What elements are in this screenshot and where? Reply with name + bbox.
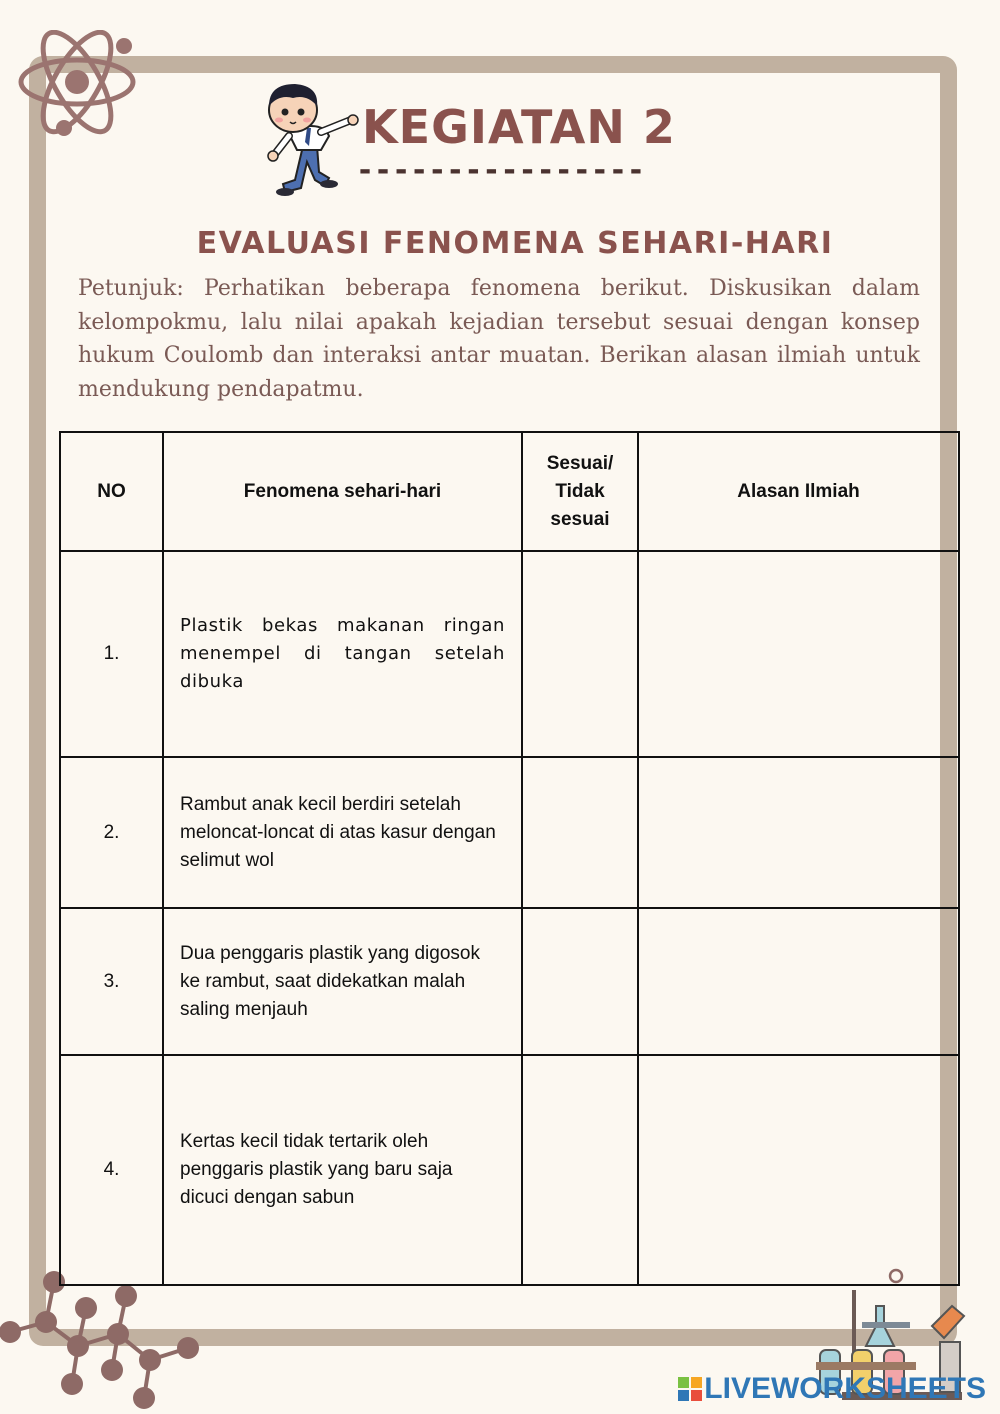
header-no: NO <box>60 432 163 551</box>
row-fenomena: Plastik bekas makanan ringan menempel di tangan setelah dibuka <box>163 551 522 757</box>
row-number: 1. <box>60 551 163 757</box>
atom-icon <box>10 30 150 150</box>
liveworksheets-logo-icon <box>678 1377 702 1401</box>
row-number: 3. <box>60 908 163 1055</box>
row-alasan-answer[interactable] <box>638 757 959 908</box>
table-row <box>60 757 959 908</box>
table-header-row <box>60 432 959 551</box>
title-underline-dashes: ---------------- <box>356 153 645 188</box>
row-fenomena: Rambut anak kecil berdiri setelah meloncat-loncat di atas kasur dengan selimut wol <box>163 757 522 908</box>
row-number: 2. <box>60 757 163 908</box>
row-fenomena: Dua penggaris plastik yang digosok ke rambut, saat didekatkan malah saling menjauh <box>163 908 522 1055</box>
row-number: 4. <box>60 1055 163 1285</box>
row-sesuai-answer[interactable] <box>522 551 638 757</box>
header-fenomena: Fenomena sehari-hari <box>163 432 522 551</box>
row-fenomena: Kertas kecil tidak tertarik oleh penggaris plastik yang baru saja dicuci dengan sabun <box>163 1055 522 1285</box>
page-title: KEGIATAN 2 <box>362 100 676 154</box>
header-sesuai-line2: Tidak <box>555 480 605 502</box>
liveworksheets-text: LIVEWORKSHEETS <box>704 1372 986 1405</box>
row-sesuai-answer[interactable] <box>522 908 638 1055</box>
instruction-text: Petunjuk: Perhatikan beberapa fenomena berikut. Diskusikan dalam kelompokmu, lalu nilai apakah kejadian tersebut sesuai dengan konsep hukum Coulomb dan interaksi antar muatan. Berikan alasan ilmiah untuk mendukung pendapatmu. <box>78 276 920 402</box>
molecule-icon <box>0 1270 210 1414</box>
liveworksheets-brand[interactable] <box>678 1372 986 1406</box>
row-alasan-answer[interactable] <box>638 908 959 1055</box>
section-subtitle: EVALUASI FENOMENA SEHARI-HARI <box>196 226 834 261</box>
header-sesuai-line3: sesuai <box>550 508 610 530</box>
header-sesuai <box>522 432 638 551</box>
table-row <box>60 908 959 1055</box>
table-row <box>60 1055 959 1285</box>
evaluation-table <box>59 431 960 1286</box>
row-alasan-answer[interactable] <box>638 1055 959 1285</box>
row-sesuai-answer[interactable] <box>522 757 638 908</box>
student-pointing-illustration <box>255 80 360 200</box>
header-alasan: Alasan Ilmiah <box>638 432 959 551</box>
header-sesuai-line1: Sesuai/ <box>546 452 614 474</box>
table-row <box>60 551 959 757</box>
row-sesuai-answer[interactable] <box>522 1055 638 1285</box>
row-alasan-answer[interactable] <box>638 551 959 757</box>
